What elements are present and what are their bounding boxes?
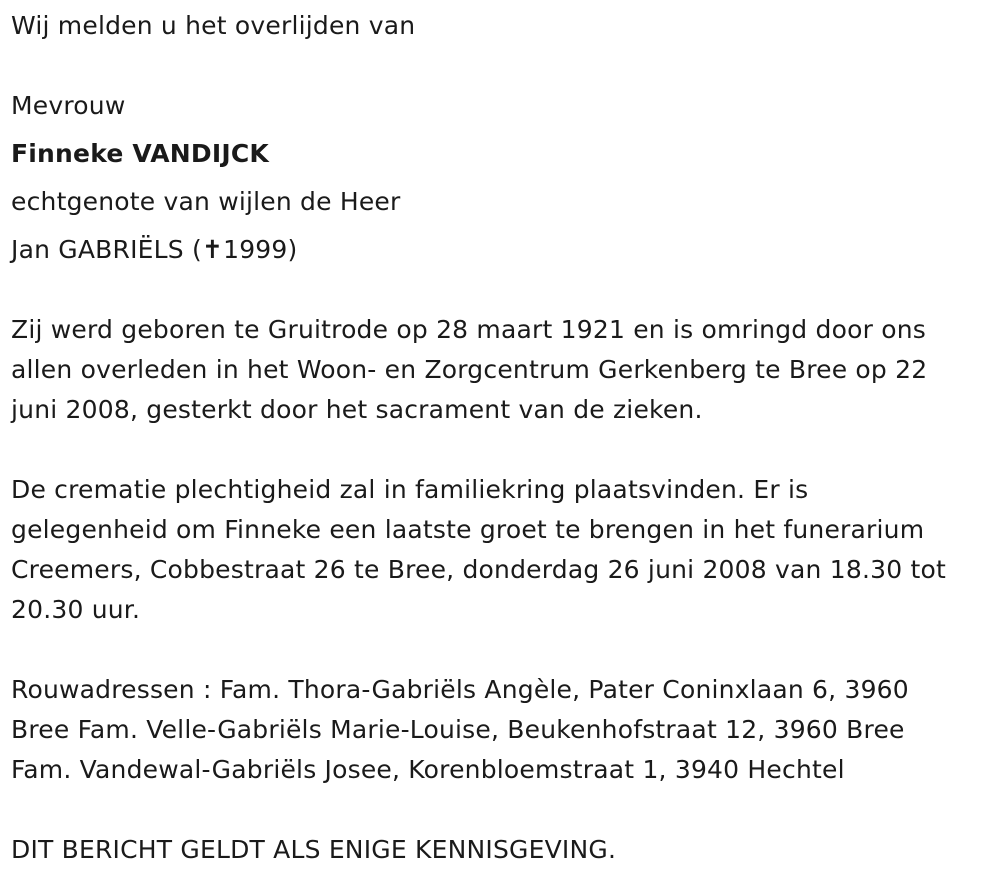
relation-line: echtgenote van wijlen de Heer: [11, 187, 401, 216]
address-line: Fam. Vandewal-Gabriëls Josee, Korenbloemstraat 1, 3940 Hechtel: [11, 755, 845, 784]
address-line: Rouwadressen : Fam. Thora-Gabriëls Angèle, Pater Coninxlaan 6, 3960: [11, 675, 909, 704]
birth-death-line: Zij werd geboren te Gruitrode op 28 maart 1921 en is omringd door ons: [11, 315, 926, 344]
address-line: Bree Fam. Velle-Gabriëls Marie-Louise, Beukenhofstraat 12, 3960 Bree: [11, 715, 905, 744]
cremation-line: De crematie plechtigheid zal in familiekring plaatsvinden. Er is: [11, 475, 809, 504]
birth-death-line: juni 2008, gesterkt door het sacrament van de zieken.: [11, 395, 703, 424]
cremation-paragraph: [11, 470, 986, 630]
birth-death-paragraph: [11, 310, 986, 430]
salutation: Mevrouw: [11, 91, 126, 120]
cremation-line: Creemers, Cobbestraat 26 te Bree, donderdag 26 juni 2008 van 18.30 tot: [11, 555, 946, 584]
notice-line: DIT BERICHT GELDT ALS ENIGE KENNISGEVING.: [11, 835, 617, 864]
intro-line: Wij melden u het overlijden van: [11, 11, 416, 40]
spouse-line: Jan GABRIËLS (✝1999): [11, 235, 298, 264]
cremation-line: 20.30 uur.: [11, 595, 141, 624]
birth-death-line: allen overleden in het Woon- en Zorgcentrum Gerkenberg te Bree op 22: [11, 355, 928, 384]
addresses-paragraph: [11, 670, 986, 790]
cremation-line: gelegenheid om Finneke een laatste groet te brengen in het funerarium: [11, 515, 925, 544]
deceased-name: Finneke VANDIJCK: [11, 139, 270, 168]
